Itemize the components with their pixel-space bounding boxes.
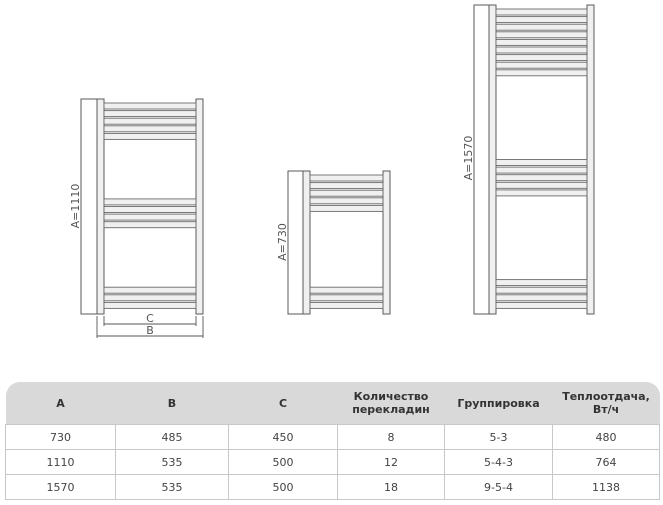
table-cell: 5-4-3	[445, 450, 553, 475]
crossbar	[104, 126, 196, 132]
crossbar	[496, 17, 587, 23]
table-row	[6, 425, 660, 450]
crossbar	[104, 214, 196, 220]
header-crossbar-count: Количество перекладин	[338, 382, 445, 425]
header-b: B	[116, 382, 229, 425]
crossbar	[310, 295, 383, 301]
header-c: C	[229, 382, 338, 425]
crossbar	[496, 182, 587, 188]
table-cell: 480	[553, 425, 660, 450]
header-grouping: Группировка	[445, 382, 553, 425]
crossbar	[496, 9, 587, 15]
left-rail-1110	[97, 99, 104, 314]
crossbar	[310, 183, 383, 189]
crossbar	[104, 118, 196, 124]
crossbar	[496, 47, 587, 53]
crossbar	[496, 62, 587, 68]
table-cell: 1110	[6, 450, 116, 475]
header-heat-output: Теплоотдача, Вт/ч	[553, 382, 660, 425]
crossbars-730	[310, 175, 383, 308]
crossbar	[496, 24, 587, 30]
right-rail-730	[383, 171, 390, 314]
left-rail-730	[303, 171, 310, 314]
crossbar	[496, 280, 587, 286]
crossbar	[496, 70, 587, 76]
right-rail-1570	[587, 5, 594, 314]
radiator-730	[276, 171, 390, 314]
crossbar	[496, 55, 587, 61]
crossbar	[496, 32, 587, 38]
crossbar	[310, 190, 383, 196]
table-cell: 18	[338, 475, 445, 500]
table-cell: 535	[116, 450, 229, 475]
crossbar	[310, 175, 383, 181]
left-rail-1570	[489, 5, 496, 314]
crossbar	[496, 167, 587, 173]
radiator-1110	[69, 99, 203, 338]
crossbar	[104, 133, 196, 139]
crossbar	[496, 39, 587, 45]
crossbar	[496, 302, 587, 308]
crossbar	[310, 198, 383, 204]
height-label-1110: A=1110	[69, 183, 82, 229]
crossbar	[104, 207, 196, 213]
b-dimension-label: B	[146, 324, 154, 337]
crossbar	[496, 160, 587, 166]
crossbars-1570	[496, 9, 587, 308]
table-cell: 764	[553, 450, 660, 475]
crossbars-1110	[104, 103, 196, 308]
table-cell: 8	[338, 425, 445, 450]
table-cell: 1138	[553, 475, 660, 500]
table-cell: 5-3	[445, 425, 553, 450]
table-row	[6, 475, 660, 500]
crossbar	[104, 222, 196, 228]
table-cell: 500	[229, 450, 338, 475]
spec-table	[5, 382, 660, 500]
crossbar	[310, 302, 383, 308]
table-cell: 500	[229, 475, 338, 500]
crossbar	[104, 199, 196, 205]
table-cell: 9-5-4	[445, 475, 553, 500]
crossbar	[310, 287, 383, 293]
crossbar	[496, 295, 587, 301]
right-rail-1110	[196, 99, 203, 314]
crossbar	[104, 287, 196, 293]
radiator-1570	[462, 5, 594, 314]
crossbar	[310, 205, 383, 211]
table-cell: 485	[116, 425, 229, 450]
header-a: A	[6, 382, 116, 425]
crossbar	[496, 175, 587, 181]
c-dimension-label: C	[146, 312, 154, 325]
wall-mount-1110	[81, 99, 97, 314]
table-header-row	[6, 382, 660, 425]
table-cell: 450	[229, 425, 338, 450]
crossbar	[104, 111, 196, 117]
height-label-1570: A=1570	[462, 135, 475, 181]
crossbar	[104, 103, 196, 109]
crossbar	[496, 190, 587, 196]
table-cell: 12	[338, 450, 445, 475]
crossbar	[496, 287, 587, 293]
wall-mount-730	[288, 171, 303, 314]
table-cell: 1570	[6, 475, 116, 500]
table-cell: 730	[6, 425, 116, 450]
crossbar	[104, 302, 196, 308]
wall-mount-1570	[474, 5, 489, 314]
table-cell: 535	[116, 475, 229, 500]
crossbar	[104, 295, 196, 301]
table-row	[6, 450, 660, 475]
height-label-730: A=730	[276, 223, 289, 261]
